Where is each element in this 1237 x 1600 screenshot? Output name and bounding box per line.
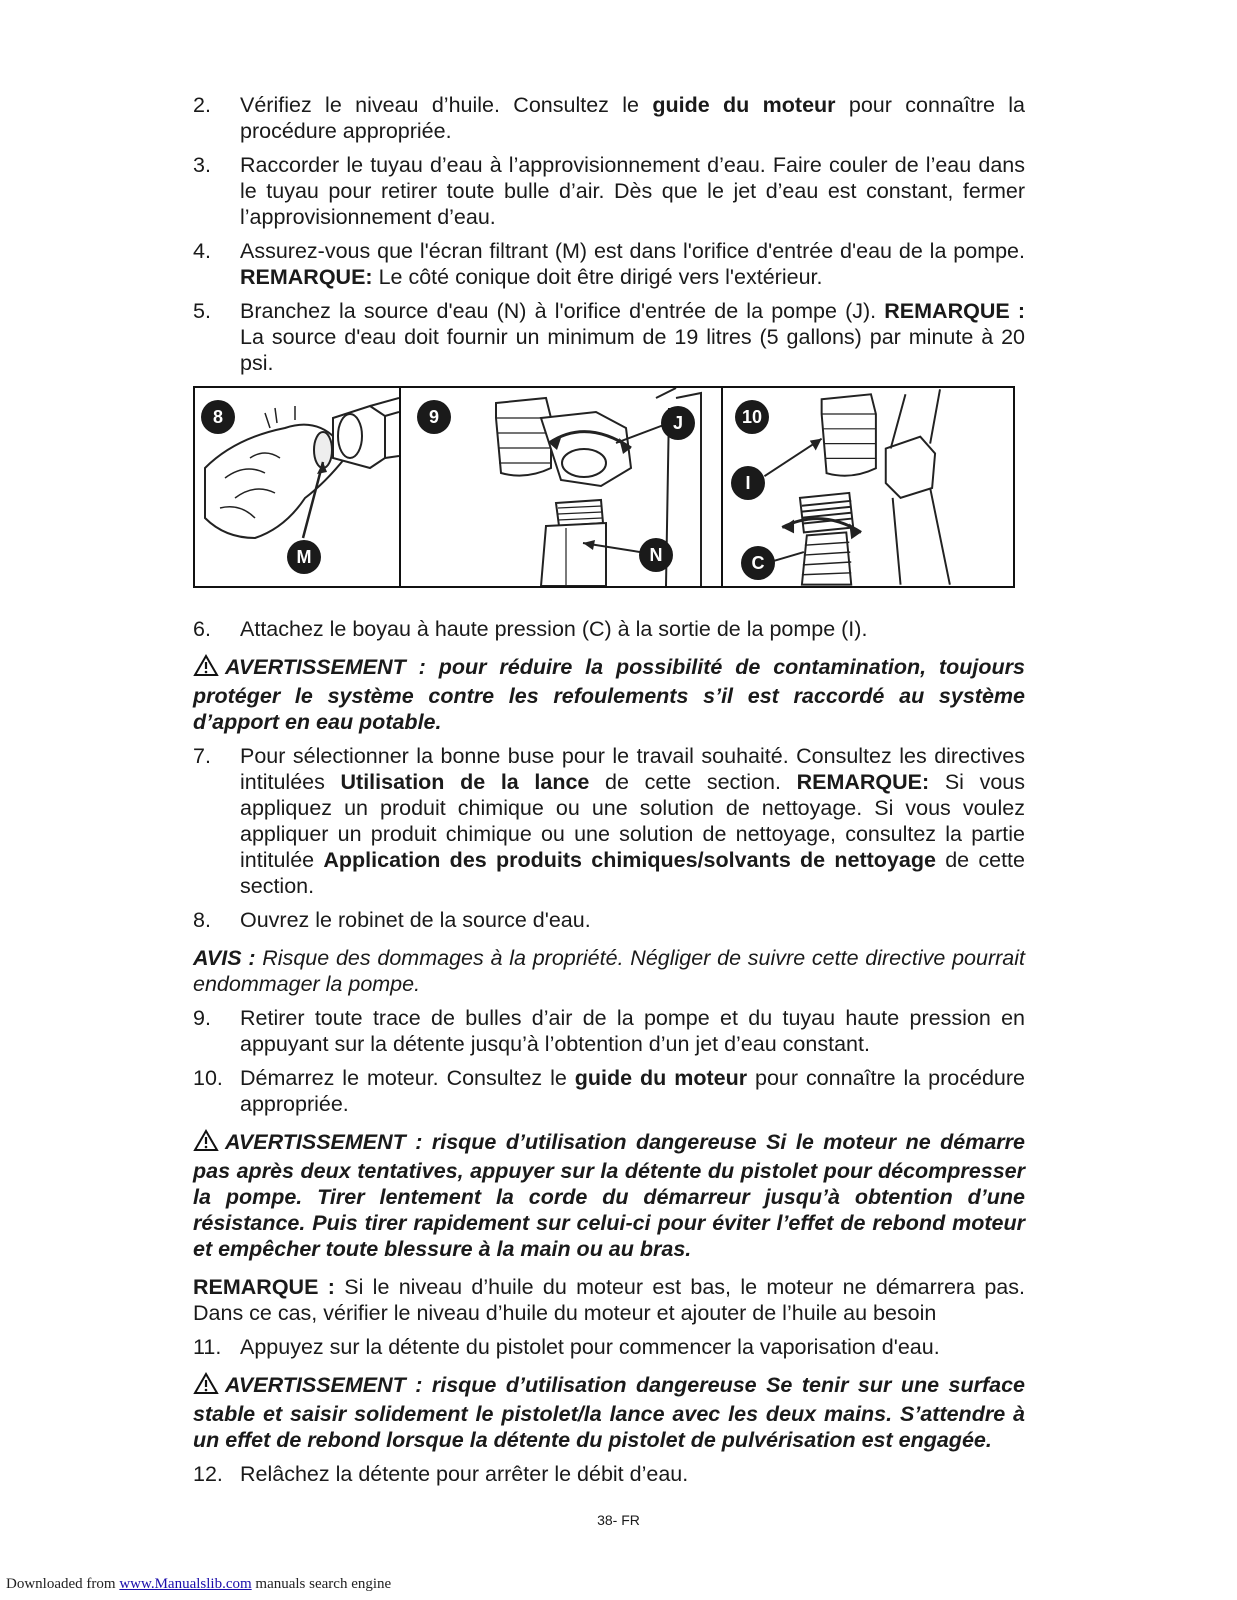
step-text: Attachez le boyau à haute pression (C) à la sortie de la pompe (I). <box>240 617 868 641</box>
step-text: Ouvrez le robinet de la source d'eau. <box>240 908 591 932</box>
text-segment: de cette section. <box>589 770 797 794</box>
download-prefix: Downloaded from <box>6 1576 120 1592</box>
warning-triangle-icon <box>193 654 219 683</box>
step-text <box>240 1065 1025 1117</box>
step-number: 5. <box>193 299 211 323</box>
callout-figure-9: 9 <box>417 400 451 434</box>
step-number: 2. <box>193 93 211 117</box>
bold-text: REMARQUE : <box>884 299 1025 323</box>
text-segment: de cette section. <box>240 848 1025 898</box>
warning-triangle-icon <box>193 1129 219 1158</box>
bold-text: Utilisation de la lance <box>340 770 590 794</box>
notice-property-damage <box>193 945 1025 997</box>
warning-contamination <box>193 654 1025 735</box>
step-number: 9. <box>193 1006 211 1030</box>
step-text <box>240 743 1025 899</box>
remark-label: REMARQUE : <box>193 1275 335 1299</box>
warning-triangle-icon <box>193 1372 219 1401</box>
step-number: 3. <box>193 153 211 177</box>
text-segment: Assurez-vous que l'écran filtrant (M) est dans l'orifice d'entrée d'eau de la pompe. <box>240 239 1025 263</box>
step-5 <box>193 298 1025 376</box>
step-8 <box>193 907 1025 933</box>
step-number: 12. <box>193 1462 223 1486</box>
figure-panel-10 <box>721 388 1013 586</box>
text-segment: Si vous appliquez un produit chimique ou une solution de nettoyage. Si vous voulez appliquer un produit chimique ou une solution de nettoyage, consultez la partie intitulée <box>240 770 1025 872</box>
callout-figure-8: 8 <box>201 400 235 434</box>
bold-text: REMARQUE: <box>796 770 930 794</box>
callout-j: J <box>661 406 695 440</box>
text-segment: Le côté conique doit être dirigé vers l'extérieur. <box>372 265 823 289</box>
callout-i: I <box>731 466 765 500</box>
step-number: 6. <box>193 617 211 641</box>
step-10 <box>193 1065 1025 1117</box>
steps-2-to-5 <box>193 92 1025 376</box>
callout-m: M <box>287 540 321 574</box>
step-4 <box>193 238 1025 290</box>
remark-text: Si le niveau d’huile du moteur est bas, le moteur ne démarrera pas. Dans ce cas, vérifier le niveau d’huile du moteur et ajouter de l’huile au besoin <box>193 1275 1025 1325</box>
bold-text: Application des produits chimiques/solvants de nettoyage <box>323 848 936 872</box>
callout-c: C <box>741 546 775 580</box>
step-number: 11. <box>193 1335 222 1359</box>
callout-n: N <box>639 538 673 572</box>
download-footer <box>6 1576 391 1593</box>
download-suffix: manuals search engine <box>251 1576 392 1592</box>
step-9 <box>193 1005 1025 1057</box>
notice-text: Risque des dommages à la propriété. Négliger de suivre cette directive pourrait endommager la pompe. <box>193 946 1025 996</box>
figure-8-9-10 <box>193 386 1015 588</box>
text-segment: pour connaître la procédure appropriée. <box>240 93 1025 143</box>
step-2 <box>193 92 1025 144</box>
step-6 <box>193 616 1025 642</box>
text-segment: La source d'eau doit fournir un minimum de 19 litres (5 gallons) par minute à 20 psi. <box>240 325 1025 375</box>
step-text: Retirer toute trace de bulles d’air de la pompe et du tuyau haute pression en appuyant sur la détente jusqu’à l’obtention d’un jet d’eau constant. <box>240 1006 1025 1056</box>
warning-text: AVERTISSEMENT : pour réduire la possibilité de contamination, toujours protéger le système contre les refoulements s’il est raccordé au système d’apport en eau potable. <box>193 655 1025 734</box>
text-segment: Pour sélectionner la bonne buse pour le travail souhaité. Consultez les directives intitulées <box>240 744 1025 794</box>
step-12 <box>193 1461 1025 1487</box>
step-number: 8. <box>193 908 211 932</box>
step-text <box>240 152 1025 230</box>
step-text <box>240 298 1025 376</box>
text-segment: Branchez la source d'eau (N) à l'orifice d'entrée de la pompe (J). <box>240 299 885 323</box>
step-text: Appuyez sur la détente du pistolet pour commencer la vaporisation d'eau. <box>240 1335 940 1359</box>
text-segment: Vérifiez le niveau d’huile. Consultez le <box>240 93 653 117</box>
notice-label: AVIS : <box>193 946 256 970</box>
step-text: Relâchez la détente pour arrêter le débit d’eau. <box>240 1462 689 1486</box>
step-3 <box>193 152 1025 230</box>
step-7 <box>193 743 1025 899</box>
step-text <box>240 92 1025 144</box>
text-segment: Raccorder le tuyau d’eau à l’approvisionnement d’eau. Faire couler de l’eau dans le tuyau pour retirer toute bulle d’air. Dès que le jet d’eau est constant, fermer l’approvisionnement d’eau. <box>240 153 1025 229</box>
figure-panel-8 <box>195 388 399 586</box>
remark-oil-level <box>193 1274 1025 1326</box>
step-number: 10. <box>193 1066 223 1090</box>
step-text <box>240 238 1025 290</box>
manualslib-link[interactable]: www.Manualslib.com <box>119 1576 252 1592</box>
page-number: 38- FR <box>597 1512 640 1528</box>
warning-stable-surface <box>193 1372 1025 1453</box>
step-number: 4. <box>193 239 211 263</box>
callout-figure-10: 10 <box>735 400 769 434</box>
text-segment: pour connaître la procédure appropriée. <box>240 1066 1025 1116</box>
warning-text: AVERTISSEMENT : risque d’utilisation dangereuse Se tenir sur une surface stable et saisir solidement le pistolet/la lance avec les deux mains. S’attendre à un effet de rebond lorsque la détente du pistolet de pulvérisation est engagée. <box>193 1373 1025 1452</box>
bold-text: guide du moteur <box>652 93 836 117</box>
text-segment: Démarrez le moteur. Consultez le <box>240 1066 575 1090</box>
step-number: 7. <box>193 744 211 768</box>
warning-text: AVERTISSEMENT : risque d’utilisation dangereuse Si le moteur ne démarre pas après deux tentatives, appuyer sur la détente du pistolet pour décompresser la pompe. Tirer lentement la corde du démarreur jusqu’à obtention d’une résistance. Puis tirer rapidement sur celui-ci pour éviter l’effet de rebond moteur et empêcher toute blessure à la main ou au bras. <box>193 1130 1025 1261</box>
bold-text: REMARQUE: <box>240 265 373 289</box>
page-content <box>193 92 1025 1495</box>
step-11 <box>193 1334 1025 1360</box>
warning-engine-start <box>193 1129 1025 1262</box>
bold-text: guide du moteur <box>574 1066 748 1090</box>
figure-panel-9 <box>399 388 721 586</box>
